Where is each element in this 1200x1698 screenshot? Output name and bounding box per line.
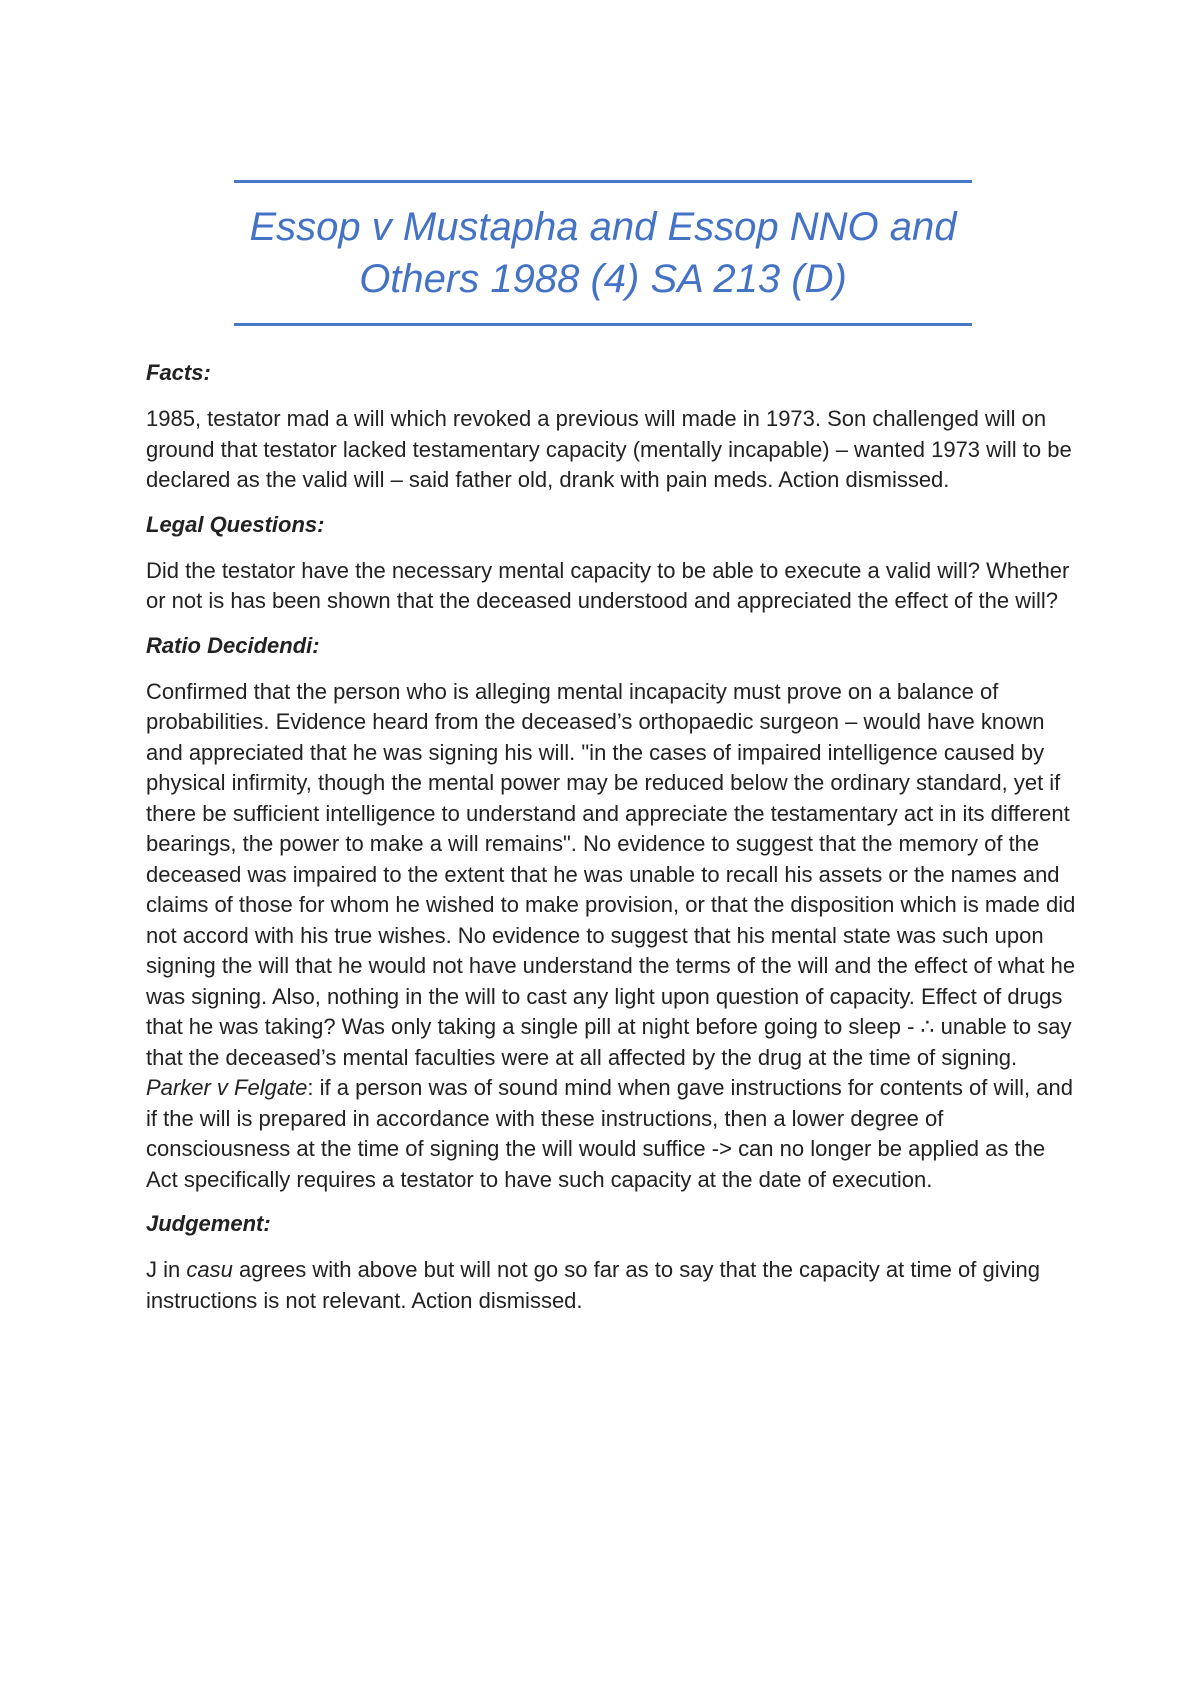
judgement-text-2: agrees with above but will not go so far as to say that the capacity at time of giving instructions is not relevant. Action dismissed. xyxy=(146,1257,1040,1313)
title-line-2: Others 1988 (4) SA 213 (D) xyxy=(359,257,847,301)
page-title xyxy=(234,201,972,305)
legal-questions-paragraph: Did the testator have the necessary mental capacity to be able to execute a valid will? Whether or not is has been shown that the deceased understood and appreciated the effect of the will? xyxy=(146,557,1070,613)
title-bottom-rule xyxy=(234,323,972,326)
legal-questions-heading: Legal Questions: xyxy=(146,511,325,537)
judgement-heading: Judgement: xyxy=(146,1211,271,1236)
ratio-paragraph xyxy=(146,677,1076,1196)
facts-paragraph: 1985, testator mad a will which revoked a previous will made in 1973. Son challenged will on ground that testator lacked testamentary capacity (mentally incapable) – wanted 1973 will to be declared as the valid will – said father old, drank with pain meds. Action dismissed. xyxy=(146,406,1072,492)
document-body xyxy=(146,358,1076,1330)
judgement-text-1: J in xyxy=(146,1257,187,1282)
case-name-parker-v-felgate: Parker v Felgate xyxy=(146,1075,308,1100)
title-line-1: Essop v Mustapha and Essop NNO and xyxy=(249,205,957,249)
title-block xyxy=(234,180,972,326)
facts-heading: Facts: xyxy=(146,360,211,385)
ratio-heading: Ratio Decidendi: xyxy=(146,632,320,658)
ratio-text-2: : if a person was of sound mind when gave instructions for contents of will, and if the will is prepared in accordance with these instructions, then a lower degree of consciousness at the time of signing the will would suffice -> can no longer be applied as the Act specifically requires a testator to have such capacity at the date of execution. xyxy=(146,1075,1073,1192)
casu-term: casu xyxy=(186,1257,233,1282)
ratio-text-1: Confirmed that the person who is alleging mental incapacity must prove on a balance of probabilities. Evidence heard from the deceased’s orthopaedic surgeon – would have known and appreciated that he was signing his will. "in the cases of impaired intelligence caused by physical infirmity, though the mental power may be reduced below the ordinary standard, yet if there be sufficient intelligence to understand and appreciate the testamentary act in its different bearings, the power to make a will remains". No evidence to suggest that the memory of the deceased was impaired to the extent that he was unable to recall his assets or the names and claims of those for whom he wished to make provision, or that the disposition which is made did not accord with his true wishes. No evidence to suggest that his mental state was such upon signing the will that he would not have understand the terms of the will and the effect of what he was signing. Also, nothing in the will to cast any light upon question of capacity. Effect of drugs that he was taking? Was only taking a single pill at night before going to sleep - ∴ unable to say that the deceased’s mental faculties were at all affected by the drug at the time of signing. xyxy=(146,678,1076,1070)
judgement-paragraph xyxy=(146,1255,1076,1316)
title-top-rule xyxy=(234,180,972,183)
